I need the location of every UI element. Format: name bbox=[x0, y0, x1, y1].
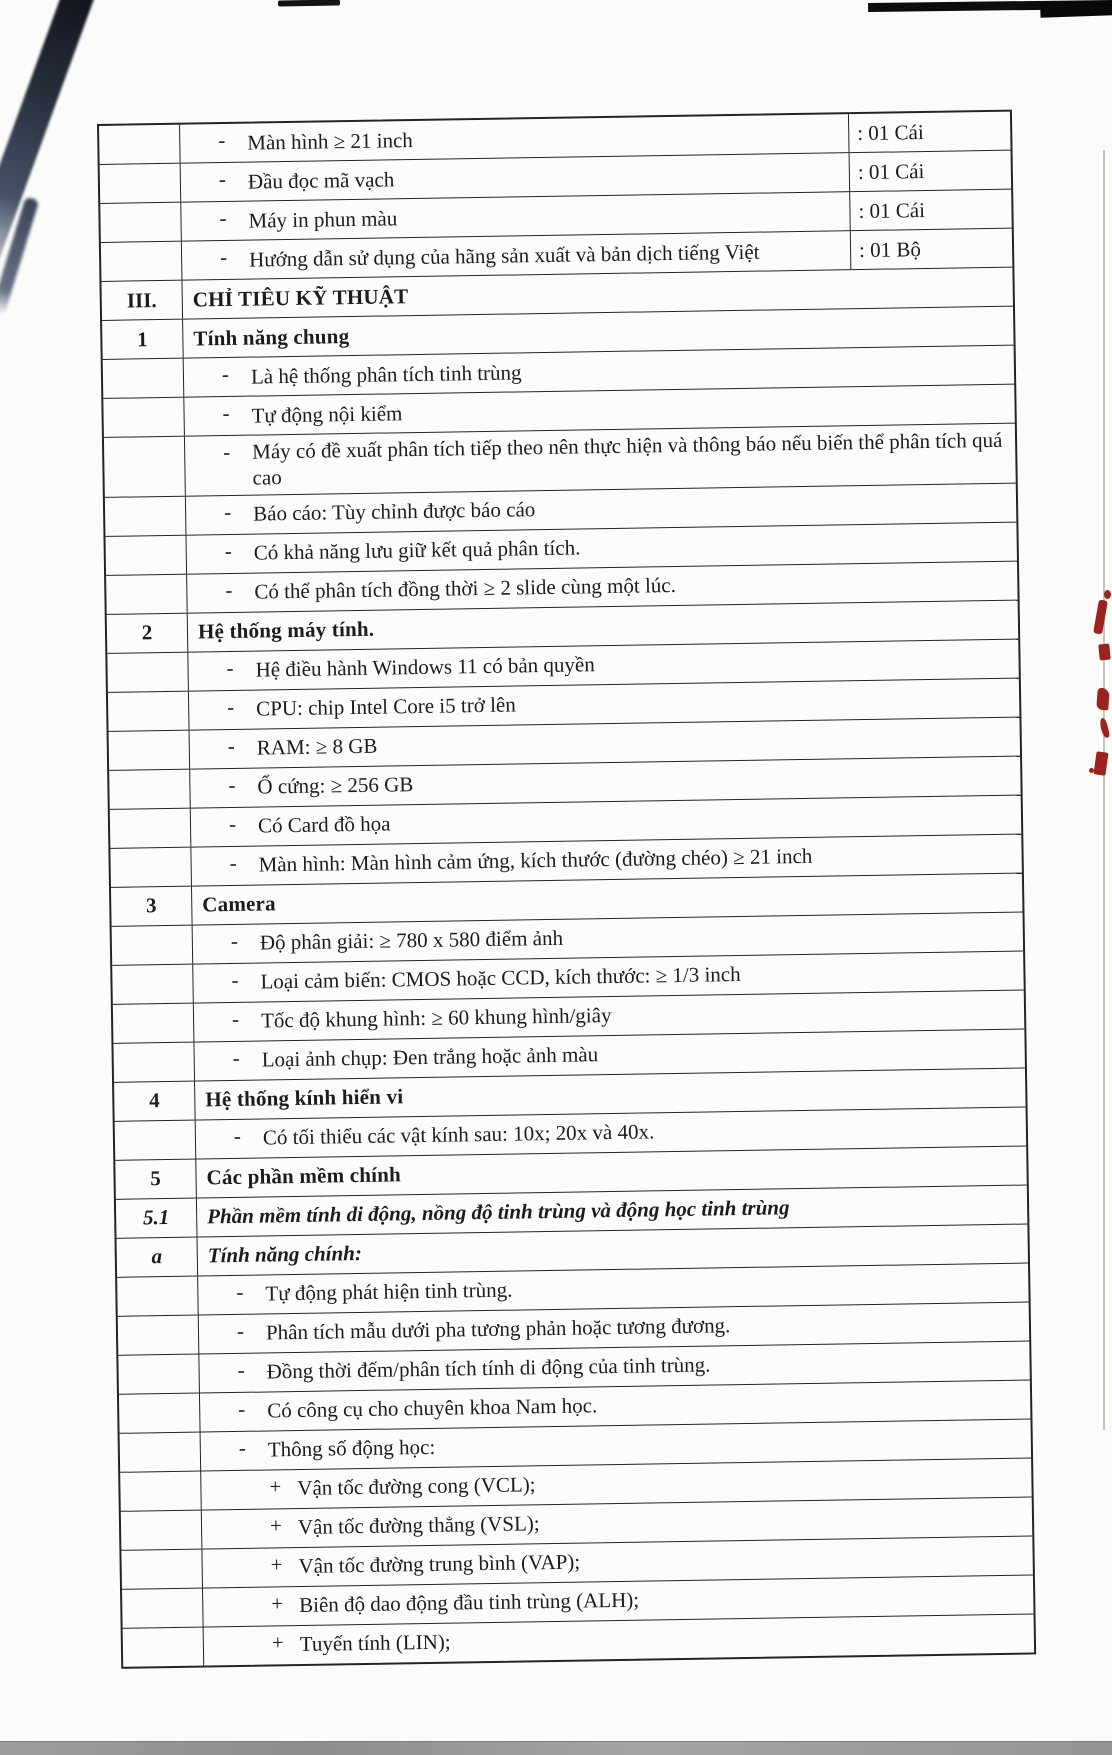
scan-red-mark bbox=[1093, 599, 1108, 634]
row-number-cell bbox=[121, 1510, 203, 1549]
bullet-marker: - bbox=[236, 1318, 245, 1343]
row-number-cell bbox=[101, 242, 183, 281]
bullet-marker: - bbox=[227, 733, 235, 758]
row-text: Có tối thiểu các vật kính sau: 10x; 20x và 40x. bbox=[262, 1119, 655, 1150]
bullet-marker: - bbox=[223, 499, 232, 524]
bullet-marker: - bbox=[230, 928, 239, 953]
row-number-cell bbox=[100, 164, 182, 203]
row-number-cell bbox=[115, 1120, 197, 1159]
row-text: Phân tích mẫu dưới pha tương phản hoặc tương đương. bbox=[265, 1313, 731, 1345]
bullet-marker: - bbox=[238, 1396, 246, 1421]
row-text: Phần mềm tính di động, nồng độ tinh trùng và động học tinh trùng bbox=[206, 1195, 790, 1229]
bullet-marker: - bbox=[238, 1435, 246, 1460]
qty-value: : 01 Cái bbox=[858, 197, 926, 223]
row-text: Có khả năng lưu giữ kết quả phân tích. bbox=[253, 535, 581, 565]
bullet-marker: - bbox=[218, 127, 226, 153]
row-number-cell bbox=[121, 1549, 203, 1588]
row-text: Máy có đề xuất phân tích tiếp theo nên thực hiện và thông báo nếu biến thể phân tích quá cao bbox=[251, 427, 1003, 490]
row-text: Màn hình: Màn hình cảm ứng, kích thước (đường chéo) ≥ 21 inch bbox=[258, 844, 813, 877]
row-number-cell bbox=[110, 847, 192, 886]
row-number-cell bbox=[103, 359, 185, 398]
row-text: CHỈ TIÊU KỸ THUẬT bbox=[192, 284, 409, 312]
row-text: Tính năng chung bbox=[193, 323, 350, 351]
scan-streak-tail bbox=[0, 197, 39, 316]
bullet-marker: - bbox=[228, 811, 237, 836]
scan-mark-top-center bbox=[278, 0, 340, 7]
row-text: Ổ cứng: ≥ 256 GB bbox=[257, 772, 414, 799]
qty-value: : 01 Cái bbox=[857, 158, 925, 184]
row-number-cell bbox=[117, 1237, 199, 1276]
row-text: RAM: ≥ 8 GB bbox=[256, 734, 378, 760]
bullet-marker: - bbox=[236, 1279, 244, 1304]
row-number-cell bbox=[115, 1159, 197, 1198]
bullet-marker: - bbox=[228, 772, 236, 797]
bullet-marker: + bbox=[270, 1551, 283, 1576]
row-number-cell bbox=[102, 320, 184, 359]
row-number: 2 bbox=[141, 620, 153, 645]
row-number-cell bbox=[113, 1003, 195, 1042]
row-number: 5.1 bbox=[142, 1205, 170, 1230]
row-text: Tuyến tính (LIN); bbox=[299, 1630, 451, 1657]
row-text: Hệ thống máy tính. bbox=[197, 617, 375, 644]
row-text: Thông số động học: bbox=[267, 1435, 436, 1462]
scan-red-mark bbox=[1098, 643, 1111, 660]
bullet-marker: - bbox=[225, 577, 233, 602]
row-qty-cell bbox=[849, 151, 1012, 192]
row-number: 5 bbox=[150, 1166, 162, 1191]
bullet-marker: - bbox=[224, 538, 232, 563]
row-number-cell bbox=[122, 1588, 204, 1627]
row-text: Đầu đọc mã vạch bbox=[247, 167, 395, 194]
qty-value: : 01 Cái bbox=[857, 119, 924, 145]
row-text: Vận tốc đường thẳng (VSL); bbox=[297, 1511, 540, 1540]
bullet-marker: - bbox=[222, 400, 230, 426]
scan-red-mark bbox=[1089, 768, 1094, 773]
row-number-cell bbox=[118, 1354, 200, 1393]
scan-red-mark bbox=[1104, 590, 1111, 599]
row-number-cell bbox=[108, 691, 190, 730]
row-number-cell bbox=[120, 1432, 202, 1471]
row-text: Camera bbox=[202, 891, 276, 917]
bullet-marker: - bbox=[233, 1123, 242, 1148]
row-text: Độ phân giải: ≥ 780 x 580 điểm ảnh bbox=[259, 926, 564, 955]
row-text: Loại cảm biến: CMOS hoặc CCD, kích thước: ≥ 1/3 inch bbox=[260, 962, 741, 994]
row-text: Vận tốc đường cong (VCL); bbox=[297, 1472, 536, 1501]
row-number-cell bbox=[119, 1393, 201, 1432]
row-number-cell bbox=[103, 398, 185, 437]
row-number-cell bbox=[105, 535, 187, 574]
row-number: 3 bbox=[145, 893, 157, 918]
row-text: Vận tốc đường trung bình (VAP); bbox=[298, 1549, 581, 1579]
scan-red-mark bbox=[1096, 688, 1110, 711]
row-number-cell bbox=[109, 769, 191, 808]
scan-mark-top-right bbox=[868, 0, 1112, 12]
row-number-cell bbox=[112, 925, 194, 964]
bullet-marker: + bbox=[269, 1473, 282, 1498]
bullet-marker: - bbox=[222, 439, 231, 465]
bullet-marker: - bbox=[232, 1045, 240, 1070]
row-qty-cell bbox=[850, 229, 1013, 270]
row-number-cell bbox=[100, 203, 182, 242]
row-text: Báo cáo: Tùy chỉnh được báo cáo bbox=[252, 497, 536, 526]
row-number-cell bbox=[120, 1471, 202, 1510]
row-number: III. bbox=[126, 287, 157, 313]
spec-table bbox=[97, 110, 1036, 1669]
scan-bottom-edge bbox=[0, 1741, 1112, 1755]
row-number-cell bbox=[99, 125, 181, 164]
row-text: Màn hình ≥ 21 inch bbox=[247, 127, 413, 155]
row-number: 4 bbox=[148, 1088, 160, 1113]
row-number-cell bbox=[107, 652, 189, 691]
row-text: Biên độ dao động đầu tinh trùng (ALH); bbox=[298, 1588, 640, 1618]
qty-value: : 01 Bộ bbox=[858, 236, 922, 262]
row-text: Có thể phân tích đồng thời ≥ 2 slide cùng một lúc. bbox=[254, 573, 677, 604]
row-number-cell bbox=[109, 730, 191, 769]
bullet-marker: + bbox=[269, 1512, 283, 1537]
bullet-marker: - bbox=[231, 1006, 240, 1031]
row-text: Đồng thời đếm/phân tích tính di động của tinh trùng. bbox=[266, 1352, 711, 1384]
row-number-cell bbox=[113, 1042, 195, 1081]
bullet-marker: - bbox=[231, 967, 239, 992]
row-number: 1 bbox=[136, 326, 148, 351]
row-text: Loại ảnh chụp: Đen trắng hoặc ảnh màu bbox=[261, 1042, 599, 1072]
row-number-cell bbox=[106, 574, 188, 613]
bullet-marker: - bbox=[226, 694, 235, 719]
bullet-marker: - bbox=[237, 1357, 245, 1382]
row-text: Tự động phát hiện tinh trùng. bbox=[265, 1277, 513, 1306]
row-number-cell bbox=[112, 964, 194, 1003]
row-number-cell bbox=[114, 1081, 196, 1120]
row-number-cell bbox=[101, 281, 183, 320]
row-text: Có Card đồ họa bbox=[257, 811, 391, 838]
row-text: Tính năng chính: bbox=[207, 1241, 363, 1268]
row-number-cell bbox=[104, 437, 186, 497]
row-number: a bbox=[151, 1244, 163, 1269]
row-number-cell bbox=[111, 886, 193, 925]
row-number-cell bbox=[117, 1276, 199, 1315]
row-number-cell bbox=[123, 1627, 205, 1666]
row-text: Tốc độ khung hình: ≥ 60 khung hình/giây bbox=[260, 1003, 612, 1033]
row-qty-cell bbox=[849, 190, 1012, 231]
scan-streak-top-left bbox=[0, 0, 106, 282]
bullet-marker: + bbox=[271, 1590, 284, 1615]
bullet-marker: - bbox=[226, 655, 234, 680]
row-text: Máy in phun màu bbox=[248, 206, 398, 233]
bullet-marker: - bbox=[219, 205, 227, 231]
row-number-cell bbox=[105, 496, 187, 535]
scan-mark-top-right-corner bbox=[1040, 0, 1112, 18]
row-text: Các phần mềm chính bbox=[206, 1162, 402, 1190]
row-text: Hệ điều hành Windows 11 có bản quyền bbox=[255, 652, 595, 682]
row-number-cell bbox=[116, 1198, 198, 1237]
row-text: CPU: chip Intel Core i5 trở lên bbox=[256, 692, 516, 721]
row-number-cell bbox=[110, 808, 192, 847]
row-text: Hệ thống kính hiển vi bbox=[205, 1084, 404, 1112]
scan-right-edge-line bbox=[1103, 150, 1105, 1430]
scan-red-mark bbox=[1093, 751, 1108, 775]
row-text: Là hệ thống phân tích tinh trùng bbox=[250, 360, 522, 389]
row-text: Hướng dẫn sử dụng của hãng sản xuất và bản dịch tiếng Việt bbox=[248, 239, 760, 272]
row-text: Tự động nội kiểm bbox=[251, 401, 403, 428]
row-text: Có công cụ cho chuyên khoa Nam học. bbox=[267, 1393, 598, 1423]
bullet-marker: - bbox=[221, 361, 230, 387]
bullet-marker: - bbox=[218, 166, 227, 192]
bullet-marker: - bbox=[229, 850, 237, 875]
row-number-cell bbox=[107, 613, 189, 652]
row-qty-cell bbox=[848, 112, 1011, 153]
scan-red-mark bbox=[1099, 717, 1111, 738]
bullet-marker: - bbox=[219, 244, 228, 270]
bullet-marker: + bbox=[271, 1629, 284, 1654]
row-number-cell bbox=[118, 1315, 200, 1354]
